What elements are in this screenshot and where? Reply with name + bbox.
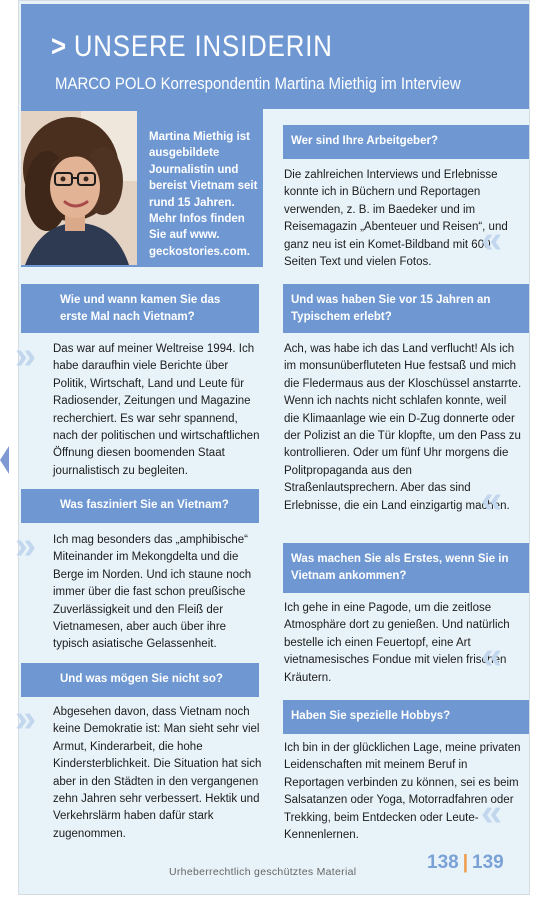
quote-mark-icon: « xyxy=(23,335,37,377)
question-heading: Wie und wann kamen Sie das erste Mal nach Vietnam? xyxy=(21,284,259,333)
answer-text: Ich mag besonders das „amphibische“ Miteinander im Mekongdelta und die Berge im Norden. Und ich staune noch immer über die fast schon preußische Zuverlässigkeit und den Fleiß der Vietnamesen, aber auch über ihre typisch asiatische Gelassenheit. xyxy=(53,534,252,651)
quote-mark-icon: « xyxy=(481,479,495,521)
answer-text: Die zahlreichen Interviews und Erlebnisse konnte ich in Büchern und Reportagen verwenden, z. B. im Baedeker und im Reisemagazin „Abenteuer und Reisen“, und ganz neu ist ein Komet-Bildband mit 600 Seiten Text und vielen Fotos. xyxy=(284,169,508,269)
question-heading: Und was haben Sie vor 15 Jahren an Typischem erlebt? xyxy=(283,284,529,333)
section-subtitle: MARCO POLO Korrespondentin Martina Miethig im Interview xyxy=(55,74,461,93)
portrait-photo xyxy=(21,111,137,265)
page-numbers xyxy=(427,852,504,874)
page-number-right: 139 xyxy=(472,852,504,873)
quote-mark-icon: « xyxy=(481,219,495,261)
question-heading: Und was mögen Sie nicht so? xyxy=(21,663,259,697)
copyright-note: Urheberrechtlich geschütztes Material xyxy=(169,866,357,878)
answer-text: Ich gehe in eine Pagode, um die zeitlose Atmosphäre dort zu genießen. Und natürlich bestelle ich einen Feuertopf, eine Art vietnamesisches Fondue mit vielen frischen Kräutern. xyxy=(284,602,510,684)
page-separator: | xyxy=(462,852,469,873)
question-heading: Was fasziniert Sie an Vietnam? xyxy=(21,489,259,523)
quote-mark-icon: « xyxy=(23,698,37,740)
chevron-right-icon: > xyxy=(51,30,67,63)
page-number-left: 138 xyxy=(427,852,459,873)
section-title-text: UNSERE INSIDERIN xyxy=(73,30,333,63)
question-heading: Haben Sie spezielle Hobbys? xyxy=(283,700,529,734)
answer-text: Ich bin in der glücklichen Lage, meine privaten Leidenschaften mit meinem Beruf in Reportagen verbinden zu können, sei es beim Salsatanzen oder Yoga, Motorradfahren oder Trekking, beim Entdecken oder Leute-Kennenlernen. xyxy=(284,742,521,842)
portrait-illustration xyxy=(21,111,137,265)
intro-box xyxy=(21,109,263,267)
quote-mark-icon: « xyxy=(481,792,495,834)
quote-mark-icon: « xyxy=(481,635,495,677)
magazine-page xyxy=(18,0,530,895)
header-banner xyxy=(21,4,529,109)
question-heading: Was machen Sie als Erstes, wenn Sie in Vietnam ankommen? xyxy=(283,543,529,593)
intro-text: Martina Miethig ist ausgebildete Journalistin und bereist Vietnam seit rund 15 Jahren. Mehr Infos finden Sie auf www. geckostories.com. xyxy=(149,131,258,258)
answer-text: Abgesehen davon, dass Vietnam noch keine Demokratie ist: Man sieht sehr viel Armut, Kinderarbeit, die hohe Kindersterblichkeit. Die Situation hat sich aber in den Städten in den vergangenen zehn Jahren sehr verbessert. Hektik und Verkehrslärm haben dafür stark zugenommen. xyxy=(53,706,262,840)
question-heading: Wer sind Ihre Arbeitgeber? xyxy=(283,125,529,159)
page-nav-arrow-left[interactable] xyxy=(0,446,9,474)
quote-mark-icon: « xyxy=(23,525,37,567)
answer-text: Das war auf meiner Weltreise 1994. Ich habe daraufhin viele Berichte über Politik, Wirtschaft, Land und Leute für Radiosender, Zeitungen und Magazine recherchiert. Es war sehr spannend, nach der politischen und wirtschaftlichen Öffnung diesen boomenden Staat journalistisch zu begleiten. xyxy=(53,343,260,477)
answer-text: Ach, was habe ich das Land verflucht! Als ich im monsunüberfluteten Hue festsaß und mich die Fledermaus aus der Kloschüssel anstarrte. Wenn ich nachts nicht schlafen konnte, weil die Klimaanlage wie ein D-Zug donnerte oder der Polizist an die Tür klopfte, um den Pass zu kontrollieren. Oder um fünf Uhr morgens die Politpropaganda aus den Straßenlautsprechern. Aber das sind Erlebnisse, die ein Land einzigartig machen. xyxy=(284,343,522,512)
section-title xyxy=(51,30,333,64)
